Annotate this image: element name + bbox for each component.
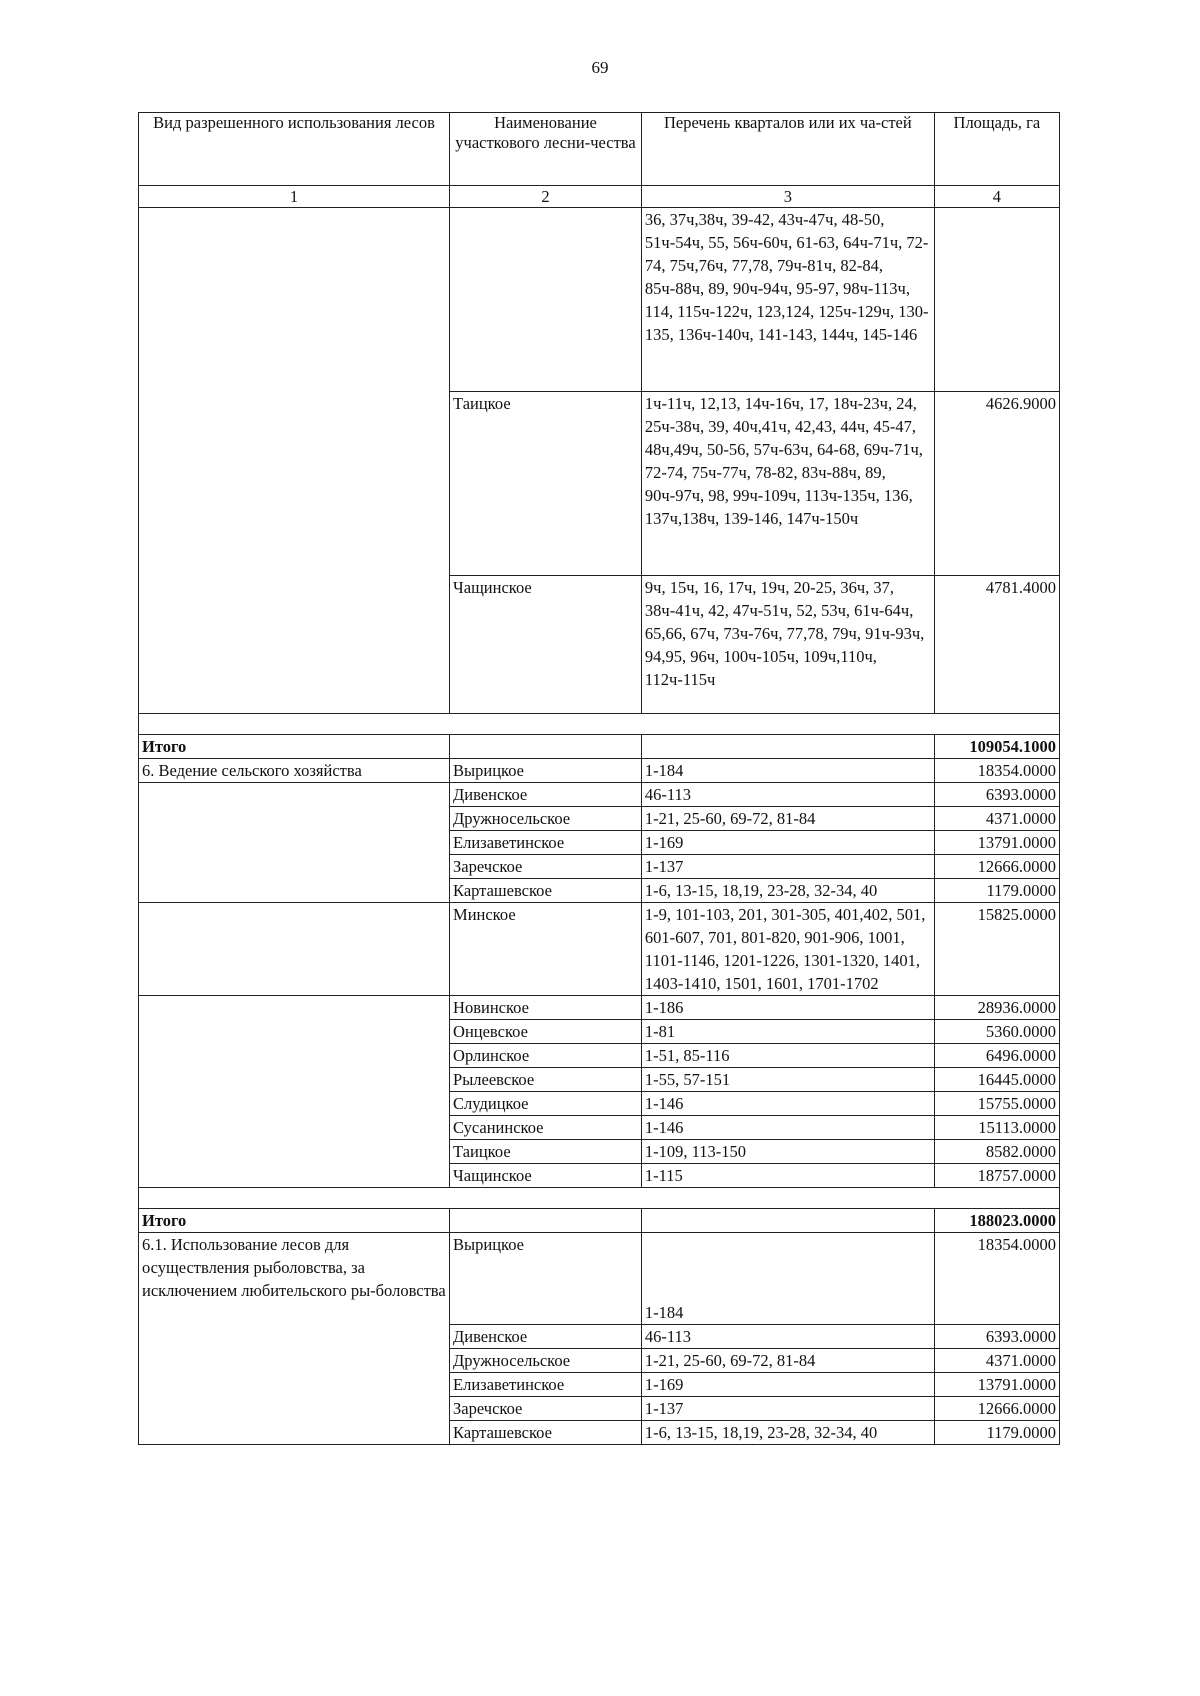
quarters-cell: 46-113 xyxy=(641,783,934,807)
forestry-cell: Орлинское xyxy=(450,1044,642,1068)
quarters-cell: 1-6, 13-15, 18,19, 23-28, 32-34, 40 xyxy=(641,879,934,903)
use-type-cell xyxy=(139,903,450,996)
total-row xyxy=(139,735,1060,759)
quarters-cell: 1-115 xyxy=(641,1164,934,1188)
area-cell: 6393.0000 xyxy=(934,783,1059,807)
area-cell: 4626.9000 xyxy=(934,392,1059,576)
quarters-cell: 1-51, 85-116 xyxy=(641,1044,934,1068)
table-header-row xyxy=(139,113,1060,186)
header-forestry: Наименование участкового лесни-чества xyxy=(450,113,642,186)
header-quarters: Перечень кварталов или их ча-стей xyxy=(641,113,934,186)
forestry-cell: Вырицкое xyxy=(450,1233,642,1325)
area-cell: 12666.0000 xyxy=(934,855,1059,879)
area-cell: 12666.0000 xyxy=(934,1397,1059,1421)
forestry-cell: Таицкое xyxy=(450,1140,642,1164)
quarters-cell: 1-184 xyxy=(641,759,934,783)
use-type-cell xyxy=(139,783,450,903)
area-cell: 4371.0000 xyxy=(934,807,1059,831)
forestry-cell: Слудицкое xyxy=(450,1092,642,1116)
forestry-cell: Дружносельское xyxy=(450,807,642,831)
area-cell: 18757.0000 xyxy=(934,1164,1059,1188)
table-row xyxy=(139,996,1060,1020)
forestry-cell: Онцевское xyxy=(450,1020,642,1044)
forestry-cell: Карташевское xyxy=(450,879,642,903)
quarters-cell: 1-109, 113-150 xyxy=(641,1140,934,1164)
quarters-cell: 1-137 xyxy=(641,855,934,879)
forestry-cell: Елизаветинское xyxy=(450,831,642,855)
table-row xyxy=(139,208,1060,392)
total-label: Итого xyxy=(139,1209,450,1233)
quarters-cell: 46-113 xyxy=(641,1325,934,1349)
quarters-cell: 1-184 xyxy=(641,1233,934,1325)
quarters-cell: 1-137 xyxy=(641,1397,934,1421)
quarters-cell: 1-146 xyxy=(641,1116,934,1140)
area-cell: 18354.0000 xyxy=(934,1233,1059,1325)
quarters-cell: 1-186 xyxy=(641,996,934,1020)
spacer-row xyxy=(139,714,1060,735)
quarters-cell: 1-146 xyxy=(641,1092,934,1116)
forestry-cell xyxy=(450,208,642,392)
area-cell: 28936.0000 xyxy=(934,996,1059,1020)
table-row xyxy=(139,759,1060,783)
quarters-cell: 1-169 xyxy=(641,831,934,855)
area-cell: 16445.0000 xyxy=(934,1068,1059,1092)
total-row xyxy=(139,1209,1060,1233)
quarters-cell: 1-55, 57-151 xyxy=(641,1068,934,1092)
forestry-cell: Дружносельское xyxy=(450,1349,642,1373)
area-cell: 15755.0000 xyxy=(934,1092,1059,1116)
area-cell: 1179.0000 xyxy=(934,879,1059,903)
column-number: 1 xyxy=(139,186,450,208)
forestry-cell: Минское xyxy=(450,903,642,996)
quarters-cell: 1ч-11ч, 12,13, 14ч-16ч, 17, 18ч-23ч, 24, 25ч-38ч, 39, 40ч,41ч, 42,43, 44ч, 45-47, 48ч,49ч, 50-56, 57ч-63ч, 64-68, 69ч-71ч, 72-74, 75ч-77ч, 78-82, 83ч-88ч, 89, 90ч-97ч, 98, 99ч-109ч, 113ч-135ч, 136, 137ч,138ч, 139-146, 147ч-150ч xyxy=(641,392,934,576)
use-type-cell xyxy=(139,208,450,714)
area-cell: 15825.0000 xyxy=(934,903,1059,996)
area-cell: 5360.0000 xyxy=(934,1020,1059,1044)
table-row xyxy=(139,1233,1060,1325)
forestry-cell: Дивенское xyxy=(450,1325,642,1349)
area-cell: 4371.0000 xyxy=(934,1349,1059,1373)
table-row xyxy=(139,903,1060,996)
column-number-row xyxy=(139,186,1060,208)
quarters-cell: 1-9, 101-103, 201, 301-305, 401,402, 501, 601-607, 701, 801-820, 901-906, 1001, 1101-1146, 1201-1226, 1301-1320, 1401, 1403-1410, 1501, 1601, 1701-1702 xyxy=(641,903,934,996)
area-cell: 8582.0000 xyxy=(934,1140,1059,1164)
table-row xyxy=(139,783,1060,807)
forestry-cell: Заречское xyxy=(450,1397,642,1421)
quarters-cell: 9ч, 15ч, 16, 17ч, 19ч, 20-25, 36ч, 37, 38ч-41ч, 42, 47ч-51ч, 52, 53ч, 61ч-64ч, 65,66, 67ч, 73ч-76ч, 77,78, 79ч, 91ч-93ч, 94,95, 96ч, 100ч-105ч, 109ч,110ч, 112ч-115ч xyxy=(641,576,934,714)
column-number: 2 xyxy=(450,186,642,208)
forestry-cell: Таицкое xyxy=(450,392,642,576)
forestry-cell: Дивенское xyxy=(450,783,642,807)
forestry-cell: Новинское xyxy=(450,996,642,1020)
total-label: Итого xyxy=(139,735,450,759)
spacer-row xyxy=(139,1188,1060,1209)
area-cell: 4781.4000 xyxy=(934,576,1059,714)
area-cell: 1179.0000 xyxy=(934,1421,1059,1445)
total-value: 109054.1000 xyxy=(934,735,1059,759)
forestry-cell: Рылеевское xyxy=(450,1068,642,1092)
quarters-cell: 1-81 xyxy=(641,1020,934,1044)
page-number: 69 xyxy=(591,58,609,77)
forestry-cell: Карташевское xyxy=(450,1421,642,1445)
use-type-cell xyxy=(139,996,450,1188)
forestry-cell: Вырицкое xyxy=(450,759,642,783)
area-cell: 15113.0000 xyxy=(934,1116,1059,1140)
area-cell: 13791.0000 xyxy=(934,1373,1059,1397)
area-cell: 6496.0000 xyxy=(934,1044,1059,1068)
quarters-cell: 1-169 xyxy=(641,1373,934,1397)
area-cell: 6393.0000 xyxy=(934,1325,1059,1349)
header-use-type: Вид разрешенного использования лесов xyxy=(139,113,450,186)
forestry-cell: Сусанинское xyxy=(450,1116,642,1140)
use-type-cell: 6.1. Использование лесов для осуществления рыболовства, за исключением любительского ры-боловства xyxy=(139,1233,450,1445)
forestry-cell: Заречское xyxy=(450,855,642,879)
forest-use-table xyxy=(138,112,1060,1445)
header-area: Площадь, га xyxy=(934,113,1059,186)
column-number: 3 xyxy=(641,186,934,208)
total-value: 188023.0000 xyxy=(934,1209,1059,1233)
column-number: 4 xyxy=(934,186,1059,208)
forestry-cell: Елизаветинское xyxy=(450,1373,642,1397)
forestry-cell: Чащинское xyxy=(450,576,642,714)
quarters-cell: 1-6, 13-15, 18,19, 23-28, 32-34, 40 xyxy=(641,1421,934,1445)
area-cell: 13791.0000 xyxy=(934,831,1059,855)
use-type-cell: 6. Ведение сельского хозяйства xyxy=(139,759,450,783)
quarters-cell: 36, 37ч,38ч, 39-42, 43ч-47ч, 48-50, 51ч-54ч, 55, 56ч-60ч, 61-63, 64ч-71ч, 72-74, 75ч,76ч, 77,78, 79ч-81ч, 82-84, 85ч-88ч, 89, 90ч-94ч, 95-97, 98ч-113ч, 114, 115ч-122ч, 123,124, 125ч-129ч, 130-135, 136ч-140ч, 141-143, 144ч, 145-146 xyxy=(641,208,934,392)
quarters-cell: 1-21, 25-60, 69-72, 81-84 xyxy=(641,1349,934,1373)
area-cell: 18354.0000 xyxy=(934,759,1059,783)
quarters-cell: 1-21, 25-60, 69-72, 81-84 xyxy=(641,807,934,831)
area-cell xyxy=(934,208,1059,392)
forestry-cell: Чащинское xyxy=(450,1164,642,1188)
